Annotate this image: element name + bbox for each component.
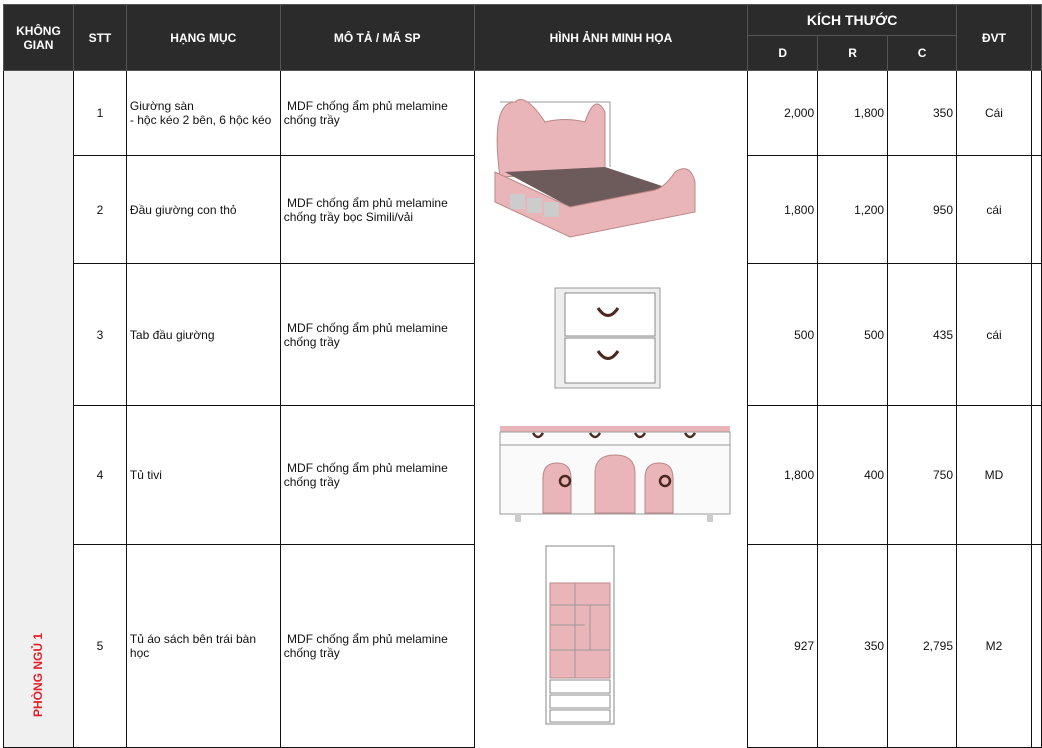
header-khong-gian: KHÔNG GIAN — [4, 5, 74, 71]
d-cell: 2,000 — [748, 71, 818, 156]
dvt-cell: Cái — [957, 71, 1032, 156]
stt-cell: 3 — [73, 264, 126, 406]
stt-cell: 4 — [73, 406, 126, 545]
r-cell: 400 — [818, 406, 888, 545]
nightstand-illustration — [550, 283, 675, 391]
c-cell: 2,795 — [888, 545, 957, 748]
r-cell: 350 — [818, 545, 888, 748]
stt-cell: 2 — [73, 156, 126, 264]
dvt-cell: M2 — [957, 545, 1032, 748]
header-dvt: ĐVT — [957, 5, 1032, 71]
mo-ta-cell: MDF chống ẩm phủ melamine chống trầy — [280, 545, 474, 748]
mo-ta-cell: MDF chống ẩm phủ melamine chống trầy — [280, 264, 474, 406]
header-hinh-anh: HÌNH ẢNH MINH HỌA — [474, 5, 748, 71]
d-cell: 1,800 — [748, 406, 818, 545]
header-kich-thuoc: KÍCH THƯỚC — [748, 5, 957, 36]
dvt-cell: cái — [957, 156, 1032, 264]
c-cell: 750 — [888, 406, 957, 545]
d-cell: 1,800 — [748, 156, 818, 264]
header-c: C — [888, 36, 957, 71]
c-cell: 435 — [888, 264, 957, 406]
hang-muc-cell: Giường sàn - hộc kéo 2 bên, 6 hộc kéo — [126, 71, 280, 156]
header-mo-ta: MÔ TẢ / MÃ SP — [280, 5, 474, 71]
c-cell: 350 — [888, 71, 957, 156]
mo-ta-cell: MDF chống ẩm phủ melamine chống trầy — [280, 71, 474, 156]
r-cell: 1,800 — [818, 71, 888, 156]
mo-ta-cell: MDF chống ẩm phủ melamine chống trầy bọc Simili/vải — [280, 156, 474, 264]
header-extra — [1031, 5, 1041, 71]
stt-cell: 5 — [73, 545, 126, 748]
hang-muc-cell: Tủ tivi — [126, 406, 280, 545]
header-d: D — [748, 36, 818, 71]
mo-ta-cell: MDF chống ẩm phủ melamine chống trầy — [280, 406, 474, 545]
dvt-cell: MD — [957, 406, 1032, 545]
hang-muc-cell: Tủ áo sách bên trái bàn học — [126, 545, 280, 748]
r-cell: 500 — [818, 264, 888, 406]
hang-muc-cell: Tab đầu giường — [126, 264, 280, 406]
room-label: PHÒNG NGỦ 1 — [31, 633, 45, 718]
hang-muc-cell: Đầu giường con thỏ — [126, 156, 280, 264]
header-stt: STT — [73, 5, 126, 71]
tv-cabinet-illustration — [495, 423, 735, 525]
bed-illustration — [485, 92, 715, 242]
wardrobe-illustration — [545, 545, 617, 725]
d-cell: 500 — [748, 264, 818, 406]
header-r: R — [818, 36, 888, 71]
stt-cell: 1 — [73, 71, 126, 156]
d-cell: 927 — [748, 545, 818, 748]
dvt-cell: cái — [957, 264, 1032, 406]
c-cell: 950 — [888, 156, 957, 264]
header-hang-muc: HẠNG MỤC — [126, 5, 280, 71]
r-cell: 1,200 — [818, 156, 888, 264]
